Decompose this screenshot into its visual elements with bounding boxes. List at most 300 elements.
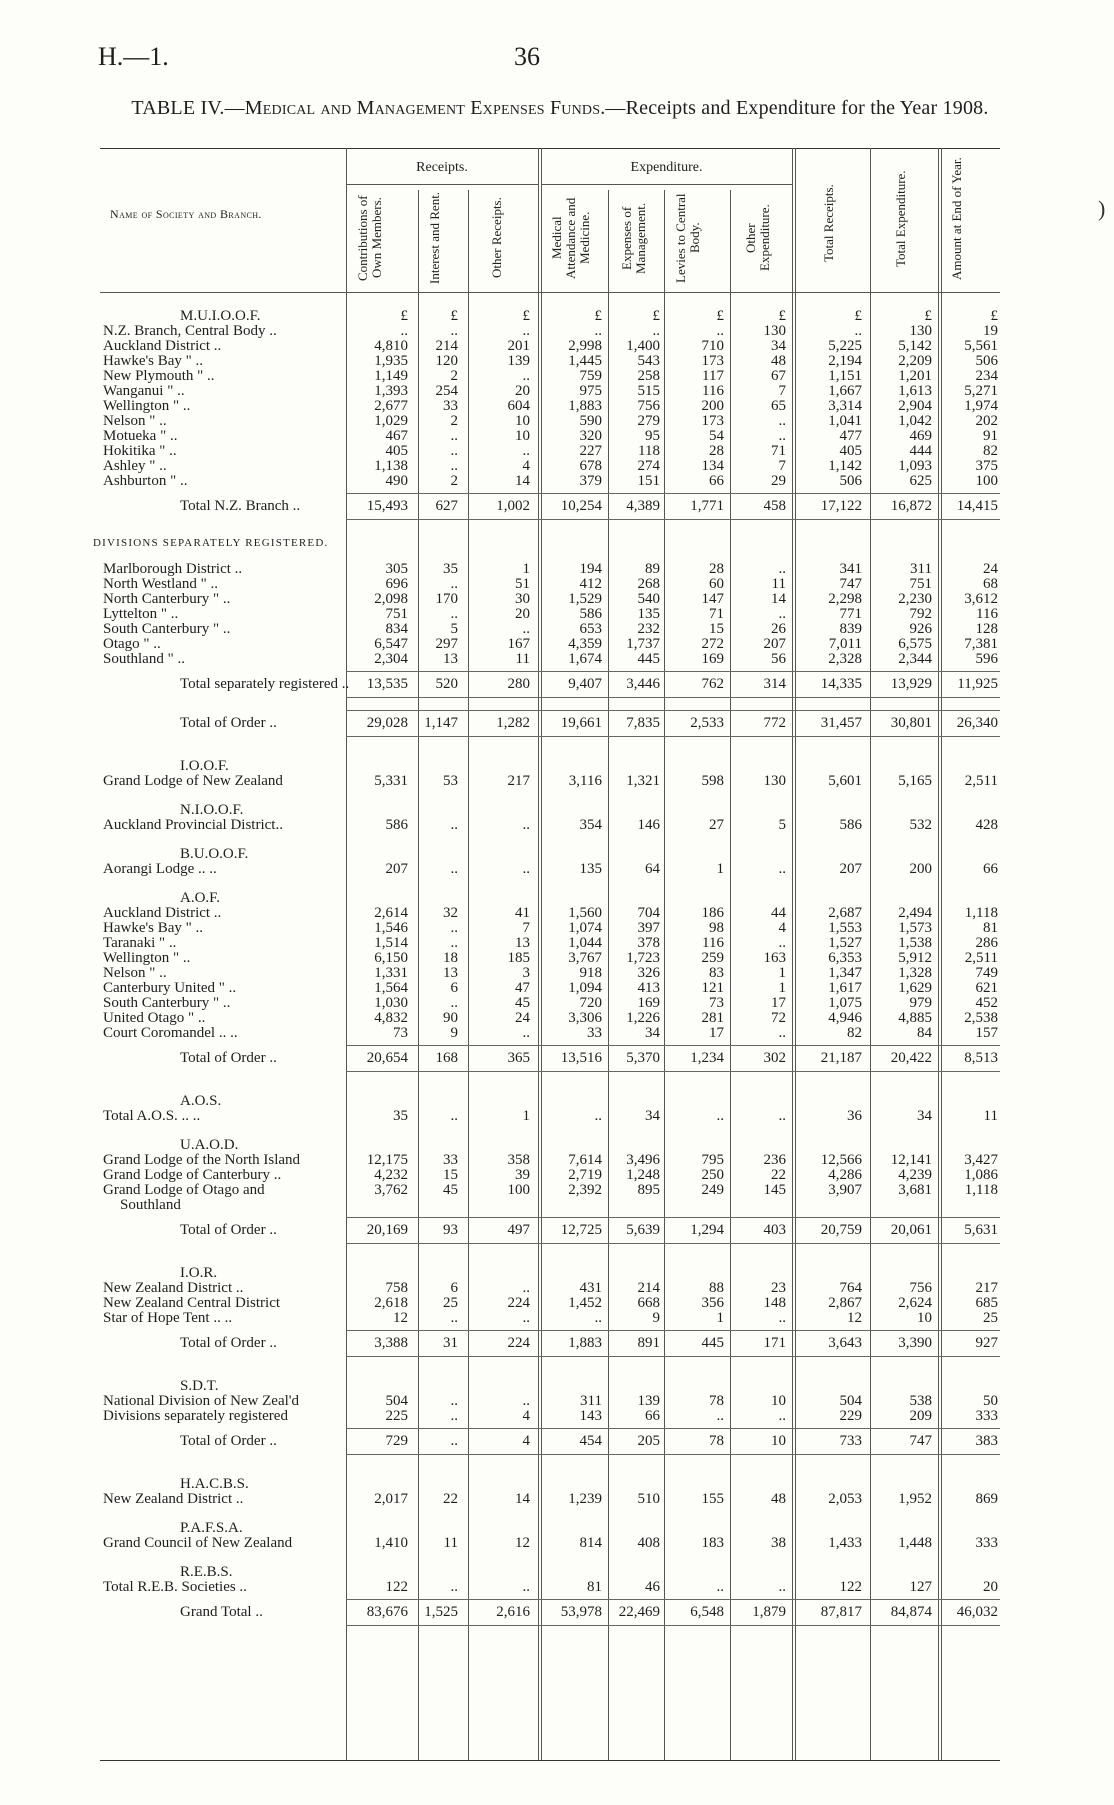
cell-value: 19,661 (560, 715, 602, 731)
cell-value: 229 (839, 1408, 862, 1424)
cell-value: .. (716, 1579, 724, 1595)
cell-value: 12 (847, 1310, 862, 1326)
cell-value: 1,883 (568, 398, 602, 414)
cell-value: 1,564 (374, 980, 408, 996)
cell-value: 258 (637, 368, 660, 384)
cell-value: 4 (778, 920, 786, 936)
row-label: Grand Lodge of Canterbury .. (103, 1167, 282, 1183)
cell-value: 314 (763, 676, 786, 692)
cell-value: 3,314 (828, 398, 862, 414)
table-row (0, 1579, 1114, 1596)
cell-value: 46 (645, 1579, 660, 1595)
row-label: Total N.Z. Branch .. (180, 498, 301, 514)
cell-value: 10,254 (560, 498, 602, 514)
cell-value: 4,232 (374, 1167, 408, 1183)
cell-value: 5 (450, 621, 458, 637)
total-bottom-rule (346, 519, 1000, 520)
total-row (0, 1433, 1114, 1453)
cell-value: 20,422 (890, 1050, 932, 1066)
cell-value: 1,879 (752, 1604, 786, 1620)
cell-value: 696 (385, 576, 408, 592)
cell-value: 87,817 (820, 1604, 862, 1620)
cell-value: 1,282 (496, 715, 530, 731)
cell-value: 405 (385, 443, 408, 459)
header-bottom-rule (100, 292, 1000, 293)
cell-value: £ (594, 308, 602, 324)
cell-value: 280 (507, 676, 530, 692)
cell-value: 3 (522, 965, 530, 981)
cell-value: 6,548 (690, 1604, 724, 1620)
total-top-rule (346, 1330, 1000, 1331)
cell-value: 224 (507, 1335, 530, 1351)
cell-value: .. (778, 1025, 786, 1041)
cell-value: 356 (701, 1295, 724, 1311)
total-top-rule (346, 493, 1000, 494)
cell-value: 590 (579, 413, 602, 429)
cell-value: 6,150 (374, 950, 408, 966)
cell-value: .. (522, 621, 530, 637)
cell-value: 12,725 (560, 1222, 602, 1238)
cell-value: 14 (515, 1491, 530, 1507)
cell-value: 47 (515, 980, 530, 996)
cell-value: 4,286 (828, 1167, 862, 1183)
cell-value: 2,867 (828, 1295, 862, 1311)
table-row (0, 1535, 1114, 1552)
total-top-rule (346, 1045, 1000, 1046)
cell-value: 1,248 (626, 1167, 660, 1183)
cell-value: 1,935 (374, 353, 408, 369)
cell-value: 720 (579, 995, 602, 1011)
other-expenditure-header: Other Expenditure. (743, 204, 772, 272)
cell-value: .. (522, 368, 530, 384)
cell-value: 12,141 (890, 1152, 932, 1168)
cell-value: 2,494 (898, 905, 932, 921)
row-label: South Canterbury " .. (103, 995, 231, 1011)
cell-value: 286 (975, 935, 998, 951)
cell-value: .. (594, 323, 602, 339)
cell-value: 5,271 (964, 383, 998, 399)
cell-value: 2 (450, 413, 458, 429)
cell-value: 762 (701, 676, 724, 692)
cell-value: 22,469 (618, 1604, 660, 1620)
cell-value: 207 (839, 861, 862, 877)
cell-value: 26 (771, 621, 786, 637)
bottom-rule (100, 1760, 1000, 1761)
cell-value: 14 (515, 473, 530, 489)
cell-value: 254 (435, 383, 458, 399)
cell-value: 65 (771, 398, 786, 414)
cell-value: £ (716, 308, 724, 324)
cell-value: 259 (701, 950, 724, 966)
cell-value: 33 (587, 1025, 602, 1041)
cell-value: .. (778, 935, 786, 951)
cell-value: 678 (579, 458, 602, 474)
row-label: Grand Lodge of New Zealand (103, 773, 283, 789)
cell-value: 71 (709, 606, 724, 622)
cell-value: .. (594, 1108, 602, 1124)
total-row (0, 1050, 1114, 1070)
cell-value: 1,674 (568, 651, 602, 667)
cell-value: 27 (709, 817, 724, 833)
cell-value: 5,331 (374, 773, 408, 789)
cell-value: 354 (579, 817, 602, 833)
cell-value: 143 (579, 1408, 602, 1424)
cell-value: 185 (507, 950, 530, 966)
cell-value: 121 (701, 980, 724, 996)
cell-value: 504 (839, 1393, 862, 1409)
cell-value: £ (522, 308, 530, 324)
total-row (0, 498, 1114, 518)
row-label: National Division of New Zeal'd (103, 1393, 299, 1409)
cell-value: 445 (637, 651, 660, 667)
row-label: New Plymouth " .. (103, 368, 215, 384)
cell-value: 497 (507, 1222, 530, 1238)
cell-value: 515 (637, 383, 660, 399)
cell-value: 1 (778, 980, 786, 996)
row-label: Wellington " .. (103, 398, 191, 414)
cell-value: 543 (637, 353, 660, 369)
row-label: Ashburton " .. (103, 473, 188, 489)
cell-value: 1,452 (568, 1295, 602, 1311)
cell-value: 116 (702, 935, 724, 951)
cell-value: .. (450, 428, 458, 444)
cell-value: 4,832 (374, 1010, 408, 1026)
expenditure-group-rule (541, 184, 792, 185)
cell-value: 13,516 (560, 1050, 602, 1066)
cell-value: .. (450, 1108, 458, 1124)
row-label: Auckland Provincial District.. (103, 817, 283, 833)
cell-value: 749 (975, 965, 998, 981)
cell-value: 249 (701, 1182, 724, 1198)
cell-value: 17 (771, 995, 786, 1011)
cell-value: 12 (515, 1535, 530, 1551)
cell-value: 14,415 (956, 498, 998, 514)
cell-value: 5,601 (828, 773, 862, 789)
cell-value: 1,629 (898, 980, 932, 996)
table-row (0, 651, 1114, 668)
cell-value: .. (522, 1393, 530, 1409)
cell-value: 3,306 (568, 1010, 602, 1026)
cell-value: 130 (909, 323, 932, 339)
cell-value: 51 (515, 576, 530, 592)
cell-value: 232 (637, 621, 660, 637)
row-label: Southland " .. (103, 651, 185, 667)
table-row (0, 473, 1114, 490)
cell-value: 78 (709, 1393, 724, 1409)
cell-value: 72 (771, 1010, 786, 1026)
cell-value: 68 (983, 576, 998, 592)
cell-value: 7,835 (626, 715, 660, 731)
cell-value: 405 (839, 443, 862, 459)
cell-value: 11 (443, 1535, 458, 1551)
cell-value: .. (450, 323, 458, 339)
cell-value: 1,149 (374, 368, 408, 384)
cell-value: 3,907 (828, 1182, 862, 1198)
cell-value: 751 (909, 576, 932, 592)
cell-value: 668 (637, 1295, 660, 1311)
cell-value: .. (450, 1579, 458, 1595)
cell-value: 16,872 (890, 498, 932, 514)
cell-value: 13 (443, 965, 458, 981)
cell-value: 3,388 (374, 1335, 408, 1351)
row-label: Total of Order .. (180, 1433, 277, 1449)
row-label: H.A.C.B.S. (180, 1476, 249, 1492)
cell-value: £ (652, 308, 660, 324)
cell-value: .. (778, 428, 786, 444)
row-label: I.O.R. (180, 1265, 218, 1281)
cell-value: 50 (983, 1393, 998, 1409)
row-label: Total of Order .. (180, 1050, 277, 1066)
cell-value: .. (778, 1408, 786, 1424)
cell-value: .. (450, 576, 458, 592)
cell-value: 311 (910, 561, 932, 577)
cell-value: 733 (839, 1433, 862, 1449)
row-label: Motueka " .. (103, 428, 178, 444)
cell-value: 3,427 (964, 1152, 998, 1168)
row-label: R.E.B.S. (180, 1564, 233, 1580)
cell-value: 134 (701, 458, 724, 474)
cell-value: 13,929 (890, 676, 932, 692)
cell-value: 100 (975, 473, 998, 489)
cell-value: 1,042 (898, 413, 932, 429)
cell-value: 214 (435, 338, 458, 354)
cell-value: 12,566 (820, 1152, 862, 1168)
total-top-rule (346, 671, 1000, 672)
cell-value: 5,165 (898, 773, 932, 789)
cell-value: 130 (763, 323, 786, 339)
row-label: Grand Lodge of Otago and (103, 1182, 265, 1198)
row-label: Grand Total .. (180, 1604, 263, 1620)
cell-value: 467 (385, 428, 408, 444)
cell-value: 2,687 (828, 905, 862, 921)
cell-value: 1,883 (568, 1335, 602, 1351)
cell-value: 1,771 (690, 498, 724, 514)
cell-value: 217 (507, 773, 530, 789)
cell-value: 91 (983, 428, 998, 444)
management-header: Expenses of Management. (619, 202, 648, 274)
cell-value: .. (522, 817, 530, 833)
row-label: North Canterbury " .. (103, 591, 231, 607)
total-top-rule (346, 1217, 1000, 1218)
row-label: Wanganui " .. (103, 383, 185, 399)
cell-value: 1,573 (898, 920, 932, 936)
total-bottom-rule (346, 1071, 1000, 1072)
table-row (0, 817, 1114, 834)
cell-value: 170 (435, 591, 458, 607)
row-label: Hokitika " .. (103, 443, 177, 459)
cell-value: 305 (385, 561, 408, 577)
cell-value: 869 (975, 1491, 998, 1507)
cell-value: 31,457 (820, 715, 862, 731)
row-label: New Zealand District .. (103, 1280, 244, 1296)
cell-value: 38 (771, 1535, 786, 1551)
row-label: Marlborough District .. (103, 561, 243, 577)
cell-value: 3,767 (568, 950, 602, 966)
cell-value: 3,496 (626, 1152, 660, 1168)
cell-value: 1,445 (568, 353, 602, 369)
receipts-group-header: Receipts. (416, 160, 468, 175)
cell-value: 625 (909, 473, 932, 489)
total-row (0, 676, 1114, 696)
cell-value: 2,533 (690, 715, 724, 731)
cell-value: 2,053 (828, 1491, 862, 1507)
cell-value: 146 (637, 817, 660, 833)
cell-value: 2,298 (828, 591, 862, 607)
cell-value: 31 (443, 1335, 458, 1351)
cell-value: 7,381 (964, 636, 998, 652)
cell-value: 14,335 (820, 676, 862, 692)
cell-value: 586 (385, 817, 408, 833)
row-label: S.D.T. (180, 1378, 219, 1394)
medical-header: Medical Attendance and Medicine. (549, 197, 592, 279)
cell-value: 2,328 (828, 651, 862, 667)
total-bottom-rule (346, 1243, 1000, 1244)
cell-value: 64 (645, 861, 660, 877)
cell-value: 135 (579, 861, 602, 877)
total-bottom-rule (346, 697, 1000, 698)
row-label: Divisions separately registered (103, 1408, 288, 1424)
cell-value: 2,230 (898, 591, 932, 607)
total-expenditure-header: Total Expenditure. (893, 170, 908, 268)
table-row (0, 1491, 1114, 1508)
cell-value: 2,904 (898, 398, 932, 414)
cell-value: 729 (385, 1433, 408, 1449)
cell-value: .. (450, 817, 458, 833)
cell-value: 2,194 (828, 353, 862, 369)
cell-value: 3,762 (374, 1182, 408, 1198)
cell-value: 326 (637, 965, 660, 981)
cell-value: £ (924, 308, 932, 324)
cell-value: 1,294 (690, 1222, 724, 1238)
cell-value: 20,169 (366, 1222, 408, 1238)
row-label: Auckland District .. (103, 338, 222, 354)
cell-value: 504 (385, 1393, 408, 1409)
cell-value: 139 (507, 353, 530, 369)
row-label: South Canterbury " .. (103, 621, 231, 637)
row-label: New Zealand Central District (103, 1295, 281, 1311)
row-label: Total of Order .. (180, 1222, 277, 1238)
cell-value: 4,239 (898, 1167, 932, 1183)
row-label: United Otago " .. (103, 1010, 206, 1026)
cell-value: 90 (443, 1010, 458, 1026)
cell-value: 30 (515, 591, 530, 607)
row-label: N.Z. Branch, Central Body .. (103, 323, 277, 339)
cell-value: 7 (778, 458, 786, 474)
cell-value: .. (778, 561, 786, 577)
cell-value: 302 (763, 1050, 786, 1066)
cell-value: 120 (435, 353, 458, 369)
cell-value: 341 (839, 561, 862, 577)
cell-value: 1,041 (828, 413, 862, 429)
cell-value: 927 (975, 1335, 998, 1351)
cell-value: 1,226 (626, 1010, 660, 1026)
page-header-ref: H.—1. (98, 42, 169, 71)
cell-value: 116 (702, 383, 724, 399)
cell-value: 11,925 (957, 676, 998, 692)
cell-value: .. (594, 1310, 602, 1326)
row-label: Taranaki " .. (103, 935, 177, 951)
row-label: Total A.O.S. .. .. (103, 1108, 201, 1124)
cell-value: 506 (975, 353, 998, 369)
cell-value: 454 (579, 1433, 602, 1449)
cell-value: 217 (975, 1280, 998, 1296)
cell-value: 2,209 (898, 353, 932, 369)
cell-value: 1,347 (828, 965, 862, 981)
cell-value: 167 (507, 636, 530, 652)
cell-value: 408 (637, 1535, 660, 1551)
cell-value: .. (778, 1310, 786, 1326)
cell-value: 320 (579, 428, 602, 444)
cell-value: 1,142 (828, 458, 862, 474)
cell-value: 490 (385, 473, 408, 489)
cell-value: 751 (385, 606, 408, 622)
cell-value: 839 (839, 621, 862, 637)
cell-value: 39 (515, 1167, 530, 1183)
cell-value: 45 (443, 1182, 458, 1198)
cell-value: 413 (637, 980, 660, 996)
row-label: Auckland District .. (103, 905, 222, 921)
row-label: U.A.O.D. (180, 1137, 239, 1153)
cell-value: £ (400, 308, 408, 324)
cell-value: 1,553 (828, 920, 862, 936)
row-label: A.O.S. (180, 1093, 222, 1109)
row-label: New Zealand District .. (103, 1491, 244, 1507)
cell-value: 117 (702, 368, 724, 384)
cell-value: 19 (983, 323, 998, 339)
cell-value: 6 (450, 980, 458, 996)
cell-value: 28 (709, 443, 724, 459)
cell-value: 1,410 (374, 1535, 408, 1551)
cell-value: .. (450, 1310, 458, 1326)
cell-value: 268 (637, 576, 660, 592)
cell-value: 1,044 (568, 935, 602, 951)
cell-value: 604 (507, 398, 530, 414)
cell-value: 13,535 (366, 676, 408, 692)
cell-value: 333 (975, 1408, 998, 1424)
cell-value: 1,723 (626, 950, 660, 966)
other-receipts-header: Other Receipts. (489, 197, 504, 279)
cell-value: 365 (507, 1050, 530, 1066)
cell-value: 469 (909, 428, 932, 444)
cell-value: 7 (778, 383, 786, 399)
cell-value: 227 (579, 443, 602, 459)
row-label: Grand Lodge of the North Island (103, 1152, 301, 1168)
row-label: Aorangi Lodge .. .. (103, 861, 217, 877)
amount-end-header: Amount at End of Year. (949, 157, 964, 281)
cell-value: 4,946 (828, 1010, 862, 1026)
cell-value: 6,575 (898, 636, 932, 652)
cell-value: 431 (579, 1280, 602, 1296)
cell-value: 1,147 (424, 715, 458, 731)
cell-value: 1,538 (898, 935, 932, 951)
cell-value: 33 (443, 1152, 458, 1168)
cell-value: 1,239 (568, 1491, 602, 1507)
cell-value: 918 (579, 965, 602, 981)
row-label: Total of Order .. (180, 715, 277, 731)
cell-value: 14 (771, 591, 786, 607)
cell-value: 9,407 (568, 676, 602, 692)
cell-value: 758 (385, 1280, 408, 1296)
cell-value: 891 (637, 1335, 660, 1351)
total-receipts-header: Total Receipts. (821, 184, 836, 262)
cell-value: 7,614 (568, 1152, 602, 1168)
cell-value: 25 (983, 1310, 998, 1326)
cell-value: 311 (580, 1393, 602, 1409)
cell-value: 1,527 (828, 935, 862, 951)
cell-value: 596 (975, 651, 998, 667)
cell-value: 4,810 (374, 338, 408, 354)
cell-value: 510 (637, 1491, 660, 1507)
